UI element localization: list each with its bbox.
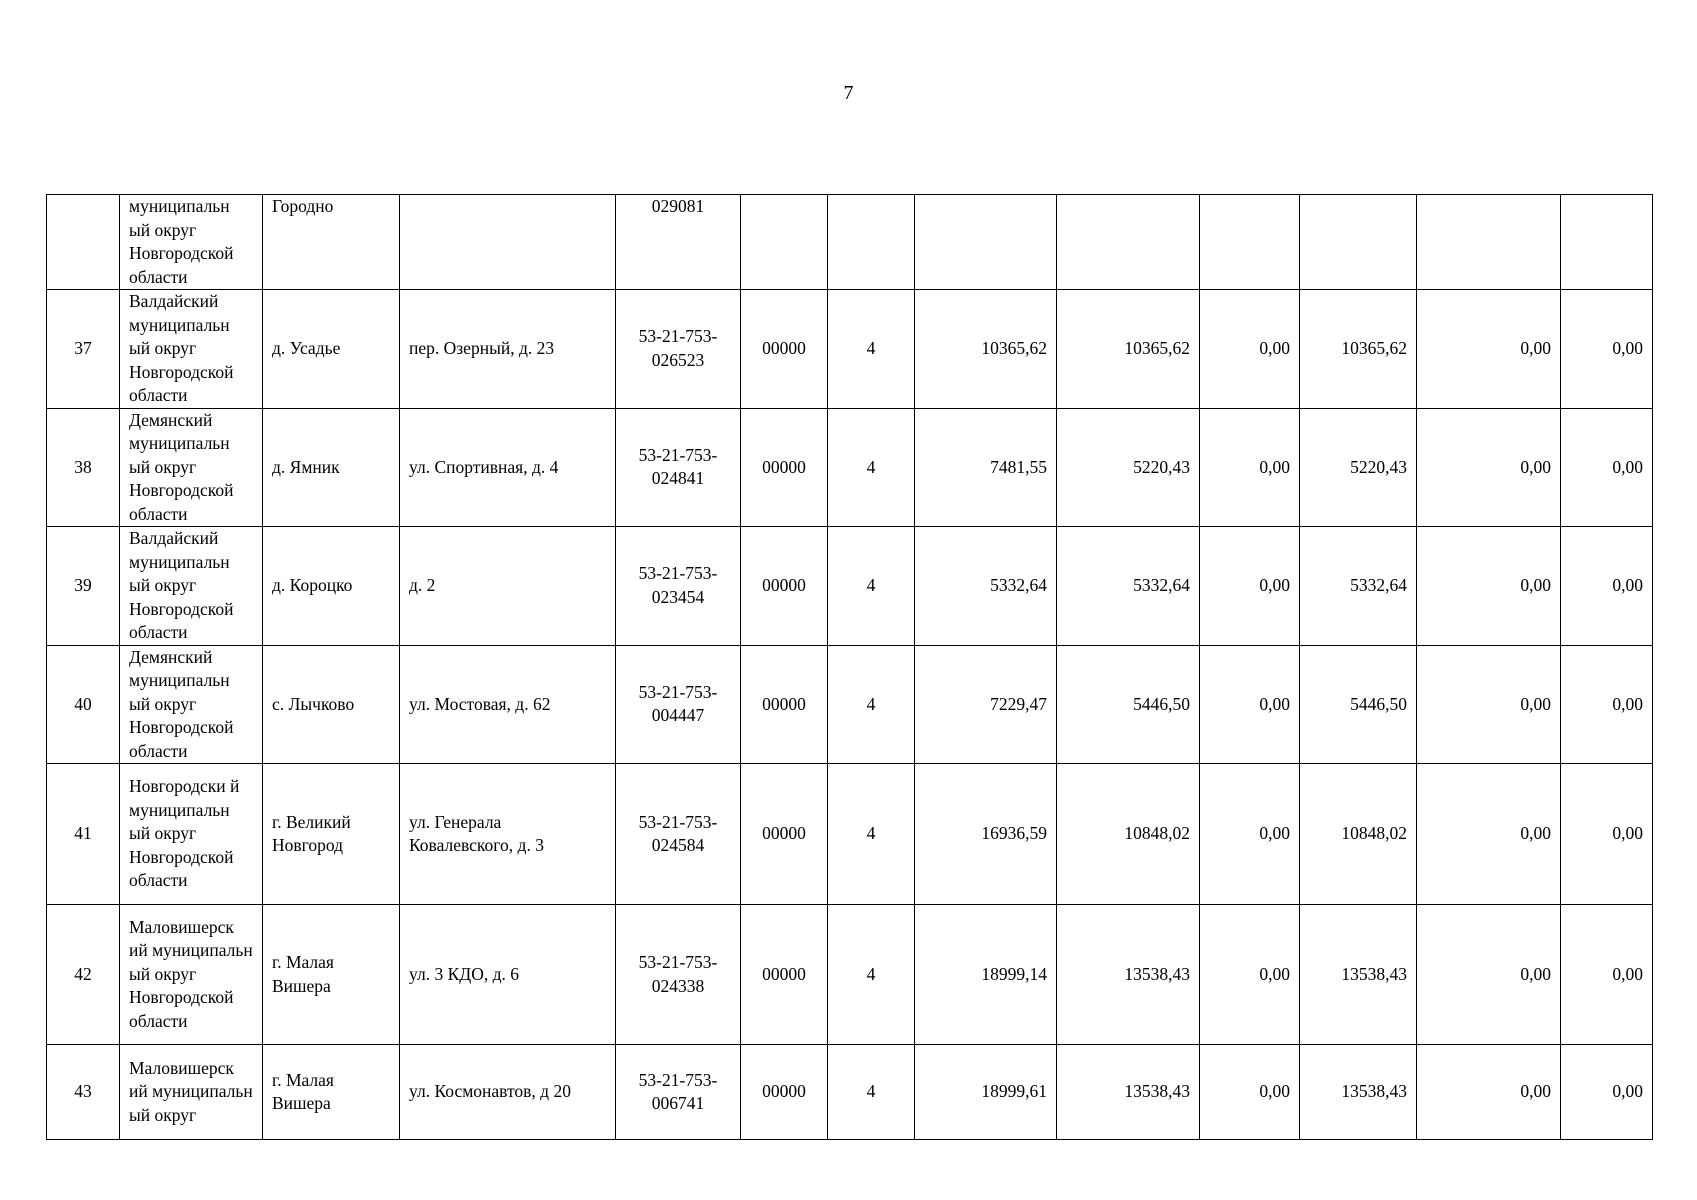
cell-value-2 <box>1057 195 1200 290</box>
cell-value-3: 0,00 <box>1200 645 1300 764</box>
cell-value-4: 5446,50 <box>1300 645 1417 764</box>
cell-settlement: д. Усадье <box>263 290 400 409</box>
cell-code: 53-21-753- 023454 <box>616 527 741 646</box>
cell-value-1: 18999,61 <box>915 1045 1057 1140</box>
cell-code2: 00000 <box>741 408 828 527</box>
registry-table <box>46 194 1653 1140</box>
cell-district: Маловишерск ий муниципальн ый округ <box>120 1045 263 1140</box>
cell-settlement: г. Малая Вишера <box>263 1045 400 1140</box>
cell-settlement: г. Малая Вишера <box>263 905 400 1045</box>
cell-group: 4 <box>828 645 915 764</box>
cell-code: 53-21-753- 024841 <box>616 408 741 527</box>
cell-value-6: 0,00 <box>1561 764 1653 905</box>
cell-value-2: 5220,43 <box>1057 408 1200 527</box>
cell-value-2: 10848,02 <box>1057 764 1200 905</box>
cell-value-5: 0,00 <box>1417 527 1561 646</box>
cell-value-3: 0,00 <box>1200 1045 1300 1140</box>
cell-value-1: 10365,62 <box>915 290 1057 409</box>
cell-code: 53-21-753- 024338 <box>616 905 741 1045</box>
cell-value-1: 7481,55 <box>915 408 1057 527</box>
cell-district: Маловишерск ий муниципальн ый округ Новгородской области <box>120 905 263 1045</box>
cell-code2: 00000 <box>741 1045 828 1140</box>
cell-code2: 00000 <box>741 645 828 764</box>
table-row-continuation <box>47 195 1653 290</box>
cell-value-4: 13538,43 <box>1300 905 1417 1045</box>
cell-group: 4 <box>828 290 915 409</box>
cell-value-4 <box>1300 195 1417 290</box>
cell-settlement: г. Великий Новгород <box>263 764 400 905</box>
cell-group <box>828 195 915 290</box>
cell-number: 41 <box>47 764 120 905</box>
cell-code: 53-21-753- 024584 <box>616 764 741 905</box>
cell-value-1: 18999,14 <box>915 905 1057 1045</box>
cell-group: 4 <box>828 905 915 1045</box>
cell-value-1: 16936,59 <box>915 764 1057 905</box>
cell-address: ул. 3 КДО, д. 6 <box>400 905 616 1045</box>
cell-value-6: 0,00 <box>1561 645 1653 764</box>
cell-value-1 <box>915 195 1057 290</box>
cell-value-6: 0,00 <box>1561 1045 1653 1140</box>
cell-number: 37 <box>47 290 120 409</box>
cell-value-4: 5220,43 <box>1300 408 1417 527</box>
cell-value-5: 0,00 <box>1417 290 1561 409</box>
cell-district: Валдайский муниципальн ый округ Новгородской области <box>120 527 263 646</box>
cell-code: 53-21-753- 004447 <box>616 645 741 764</box>
cell-code: 029081 <box>616 195 741 290</box>
cell-value-5 <box>1417 195 1561 290</box>
cell-value-6: 0,00 <box>1561 527 1653 646</box>
cell-settlement: Городно <box>263 195 400 290</box>
table-row <box>47 408 1653 527</box>
cell-value-3: 0,00 <box>1200 408 1300 527</box>
cell-settlement: д. Ямник <box>263 408 400 527</box>
cell-value-2: 13538,43 <box>1057 905 1200 1045</box>
cell-value-2: 5446,50 <box>1057 645 1200 764</box>
table-row <box>47 527 1653 646</box>
cell-number: 40 <box>47 645 120 764</box>
table-row <box>47 1045 1653 1140</box>
cell-value-5: 0,00 <box>1417 905 1561 1045</box>
cell-value-6: 0,00 <box>1561 408 1653 527</box>
cell-value-5: 0,00 <box>1417 645 1561 764</box>
cell-address: ул. Мостовая, д. 62 <box>400 645 616 764</box>
cell-value-1: 7229,47 <box>915 645 1057 764</box>
cell-code: 53-21-753- 026523 <box>616 290 741 409</box>
cell-value-4: 13538,43 <box>1300 1045 1417 1140</box>
cell-code2: 00000 <box>741 764 828 905</box>
cell-value-6: 0,00 <box>1561 905 1653 1045</box>
cell-settlement: с. Лычково <box>263 645 400 764</box>
cell-value-4: 10848,02 <box>1300 764 1417 905</box>
cell-district: Демянский муниципальн ый округ Новгородской области <box>120 645 263 764</box>
cell-value-2: 10365,62 <box>1057 290 1200 409</box>
cell-value-5: 0,00 <box>1417 764 1561 905</box>
cell-value-2: 5332,64 <box>1057 527 1200 646</box>
cell-value-3: 0,00 <box>1200 527 1300 646</box>
table-row <box>47 290 1653 409</box>
cell-address: ул. Спортивная, д. 4 <box>400 408 616 527</box>
cell-district: Валдайский муниципальн ый округ Новгородской области <box>120 290 263 409</box>
table-row <box>47 764 1653 905</box>
cell-settlement: д. Короцко <box>263 527 400 646</box>
cell-group: 4 <box>828 764 915 905</box>
cell-address: пер. Озерный, д. 23 <box>400 290 616 409</box>
cell-address: ул. Космонавтов, д 20 <box>400 1045 616 1140</box>
cell-number: 39 <box>47 527 120 646</box>
cell-value-4: 10365,62 <box>1300 290 1417 409</box>
cell-code: 53-21-753- 006741 <box>616 1045 741 1140</box>
cell-code2: 00000 <box>741 905 828 1045</box>
cell-district: муниципальн ый округ Новгородской области <box>120 195 263 290</box>
cell-value-3 <box>1200 195 1300 290</box>
cell-number: 43 <box>47 1045 120 1140</box>
cell-district: Новгородски й муниципальн ый округ Новгородской области <box>120 764 263 905</box>
cell-value-3: 0,00 <box>1200 764 1300 905</box>
page-number: 7 <box>843 82 854 104</box>
cell-value-4: 5332,64 <box>1300 527 1417 646</box>
cell-code2 <box>741 195 828 290</box>
cell-group: 4 <box>828 408 915 527</box>
cell-value-5: 0,00 <box>1417 1045 1561 1140</box>
cell-number: 42 <box>47 905 120 1045</box>
cell-code2: 00000 <box>741 290 828 409</box>
cell-number: 38 <box>47 408 120 527</box>
cell-code2: 00000 <box>741 527 828 646</box>
cell-address: ул. Генерала Ковалевского, д. 3 <box>400 764 616 905</box>
cell-district: Демянский муниципальн ый округ Новгородской области <box>120 408 263 527</box>
cell-address: д. 2 <box>400 527 616 646</box>
cell-address <box>400 195 616 290</box>
cell-group: 4 <box>828 1045 915 1140</box>
table-row <box>47 905 1653 1045</box>
cell-value-5: 0,00 <box>1417 408 1561 527</box>
cell-value-1: 5332,64 <box>915 527 1057 646</box>
table-row <box>47 645 1653 764</box>
cell-value-2: 13538,43 <box>1057 1045 1200 1140</box>
cell-value-6 <box>1561 195 1653 290</box>
cell-value-3: 0,00 <box>1200 290 1300 409</box>
cell-value-3: 0,00 <box>1200 905 1300 1045</box>
cell-group: 4 <box>828 527 915 646</box>
cell-number <box>47 195 120 290</box>
cell-value-6: 0,00 <box>1561 290 1653 409</box>
